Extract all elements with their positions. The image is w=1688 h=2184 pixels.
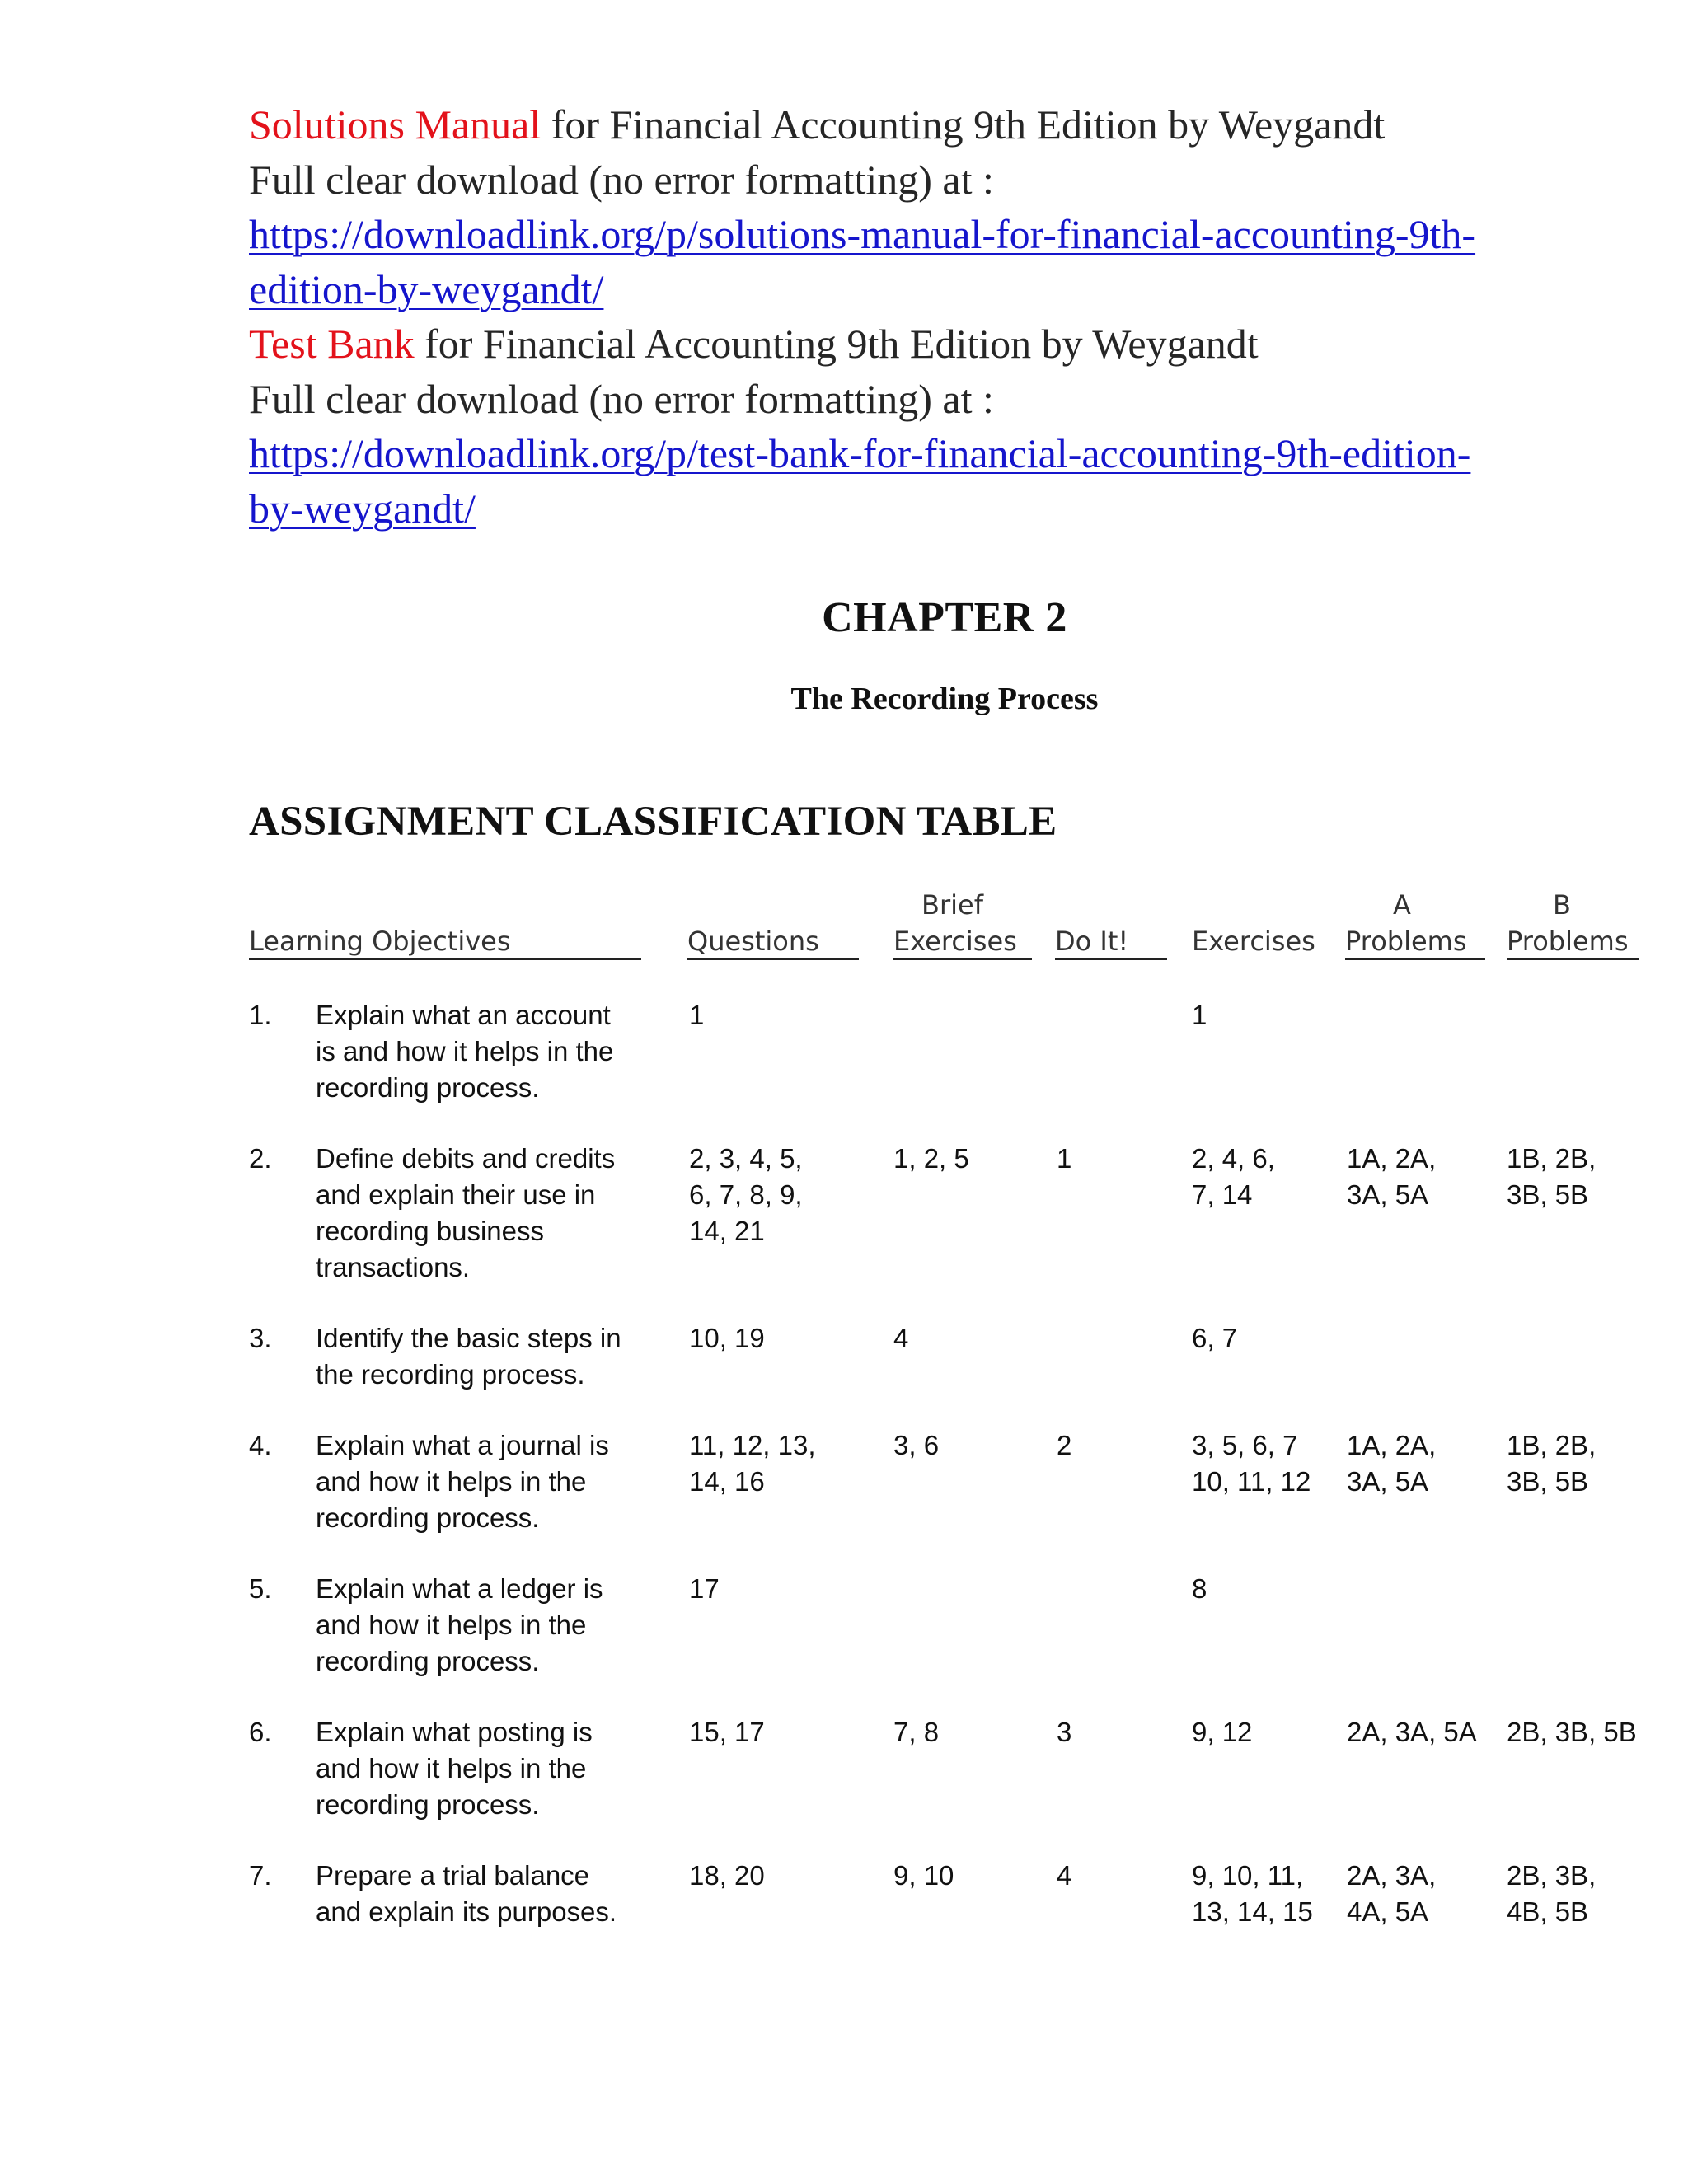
row-doit: 1	[1057, 1143, 1072, 1174]
chapter-heading: CHAPTER 2	[822, 594, 1067, 641]
row-objective: Identify the basic steps in the recording process.	[316, 1323, 621, 1390]
row-doit: 4	[1057, 1860, 1072, 1891]
header-doit: Do It!	[1055, 926, 1129, 957]
row-a-problems: 1A, 2A, 3A, 5A	[1347, 1430, 1437, 1497]
row-number: 7.	[249, 1860, 272, 1891]
test-bank-label: Test Bank	[249, 321, 415, 367]
header-brief-bottom: Exercises	[893, 926, 1017, 957]
row-exercises: 3, 5, 6, 7 10, 11, 12	[1192, 1430, 1311, 1497]
row-objective: Explain what a ledger is and how it helps in the recording process.	[316, 1573, 603, 1676]
row-number: 2.	[249, 1143, 272, 1174]
header-exercises: Exercises	[1192, 926, 1315, 957]
row-b-problems: 1B, 2B, 3B, 5B	[1507, 1430, 1597, 1497]
row-b-problems: 2B, 3B, 4B, 5B	[1507, 1860, 1597, 1927]
row-objective: Define debits and credits and explain their use in recording business transactions.	[316, 1143, 616, 1282]
row-questions: 17	[689, 1573, 720, 1604]
row-exercises: 2, 4, 6, 7, 14	[1192, 1143, 1275, 1210]
row-brief-exercises: 4	[893, 1323, 909, 1353]
row-objective: Explain what a journal is and how it helps in the recording process.	[316, 1430, 609, 1533]
header-questions: Questions	[687, 926, 819, 957]
row-a-problems: 2A, 3A, 4A, 5A	[1347, 1860, 1437, 1927]
solutions-manual-label: Solutions Manual	[249, 101, 542, 148]
row-doit: 2	[1057, 1430, 1072, 1460]
header-underline-brief	[893, 958, 1032, 960]
row-questions: 2, 3, 4, 5, 6, 7, 8, 9, 14, 21	[689, 1143, 803, 1246]
test-bank-title: for Financial Accounting 9th Edition by Weygandt	[414, 321, 1259, 367]
header-a-top: A	[1393, 889, 1411, 921]
promo-line-solutions	[249, 97, 1502, 152]
row-b-problems: 2B, 3B, 5B	[1507, 1717, 1637, 1747]
header-a-bottom: Problems	[1345, 926, 1467, 957]
header-underline-questions	[687, 958, 859, 960]
row-number: 6.	[249, 1717, 272, 1747]
row-number: 5.	[249, 1573, 272, 1604]
row-questions: 10, 19	[689, 1323, 765, 1353]
solutions-download-link[interactable]: https://downloadlink.org/p/solutions-manual-for-financial-accounting-9th-	[249, 211, 1476, 257]
row-exercises: 9, 12	[1192, 1717, 1253, 1747]
row-objective: Explain what posting is and how it helps in the recording process.	[316, 1717, 593, 1820]
row-objective: Explain what an account is and how it helps in the recording process.	[316, 1000, 614, 1103]
testbank-download-link[interactable]: https://downloadlink.org/p/test-bank-for-financial-accounting-9th-edition-	[249, 430, 1471, 476]
header-learning-objectives: Learning Objectives	[249, 926, 511, 957]
row-brief-exercises: 7, 8	[893, 1717, 940, 1747]
header-b-bottom: Problems	[1507, 926, 1629, 957]
row-a-problems: 2A, 3A, 5A	[1347, 1717, 1477, 1747]
promo-block	[249, 97, 1502, 536]
row-exercises: 9, 10, 11, 13, 14, 15	[1192, 1860, 1313, 1927]
row-number: 1.	[249, 1000, 272, 1030]
row-brief-exercises: 3, 6	[893, 1430, 940, 1460]
row-b-problems: 1B, 2B, 3B, 5B	[1507, 1143, 1597, 1210]
row-objective: Prepare a trial balance and explain its purposes.	[316, 1860, 617, 1927]
row-questions: 1	[689, 1000, 705, 1030]
header-underline-b	[1507, 958, 1639, 960]
header-b-top: B	[1553, 889, 1571, 921]
row-questions: 11, 12, 13, 14, 16	[689, 1430, 816, 1497]
row-exercises: 8	[1192, 1573, 1207, 1604]
header-brief-top: Brief	[921, 889, 983, 921]
row-number: 3.	[249, 1323, 272, 1353]
solutions-download-link-cont[interactable]: edition-by-weygandt/	[249, 265, 604, 312]
row-number: 4.	[249, 1430, 272, 1460]
row-questions: 18, 20	[689, 1860, 765, 1891]
row-doit: 3	[1057, 1717, 1072, 1747]
promo-download-note-2: Full clear download (no error formatting) at :	[249, 375, 994, 422]
chapter-subtitle: The Recording Process	[790, 682, 1099, 716]
row-exercises: 6, 7	[1192, 1323, 1238, 1353]
row-exercises: 1	[1192, 1000, 1207, 1030]
row-brief-exercises: 1, 2, 5	[893, 1143, 969, 1174]
header-underline-doit	[1055, 958, 1167, 960]
table-title: ASSIGNMENT CLASSIFICATION TABLE	[249, 799, 1057, 845]
row-a-problems: 1A, 2A, 3A, 5A	[1347, 1143, 1437, 1210]
promo-line-testbank	[249, 316, 1502, 372]
testbank-download-link-cont[interactable]: by-weygandt/	[249, 485, 476, 532]
promo-download-note-1: Full clear download (no error formatting) at :	[249, 156, 994, 203]
row-questions: 15, 17	[689, 1717, 765, 1747]
header-underline-a	[1345, 958, 1485, 960]
solutions-manual-title: for Financial Accounting 9th Edition by Weygandt	[541, 101, 1386, 148]
header-underline-objectives	[249, 958, 641, 960]
row-brief-exercises: 9, 10	[893, 1860, 954, 1891]
